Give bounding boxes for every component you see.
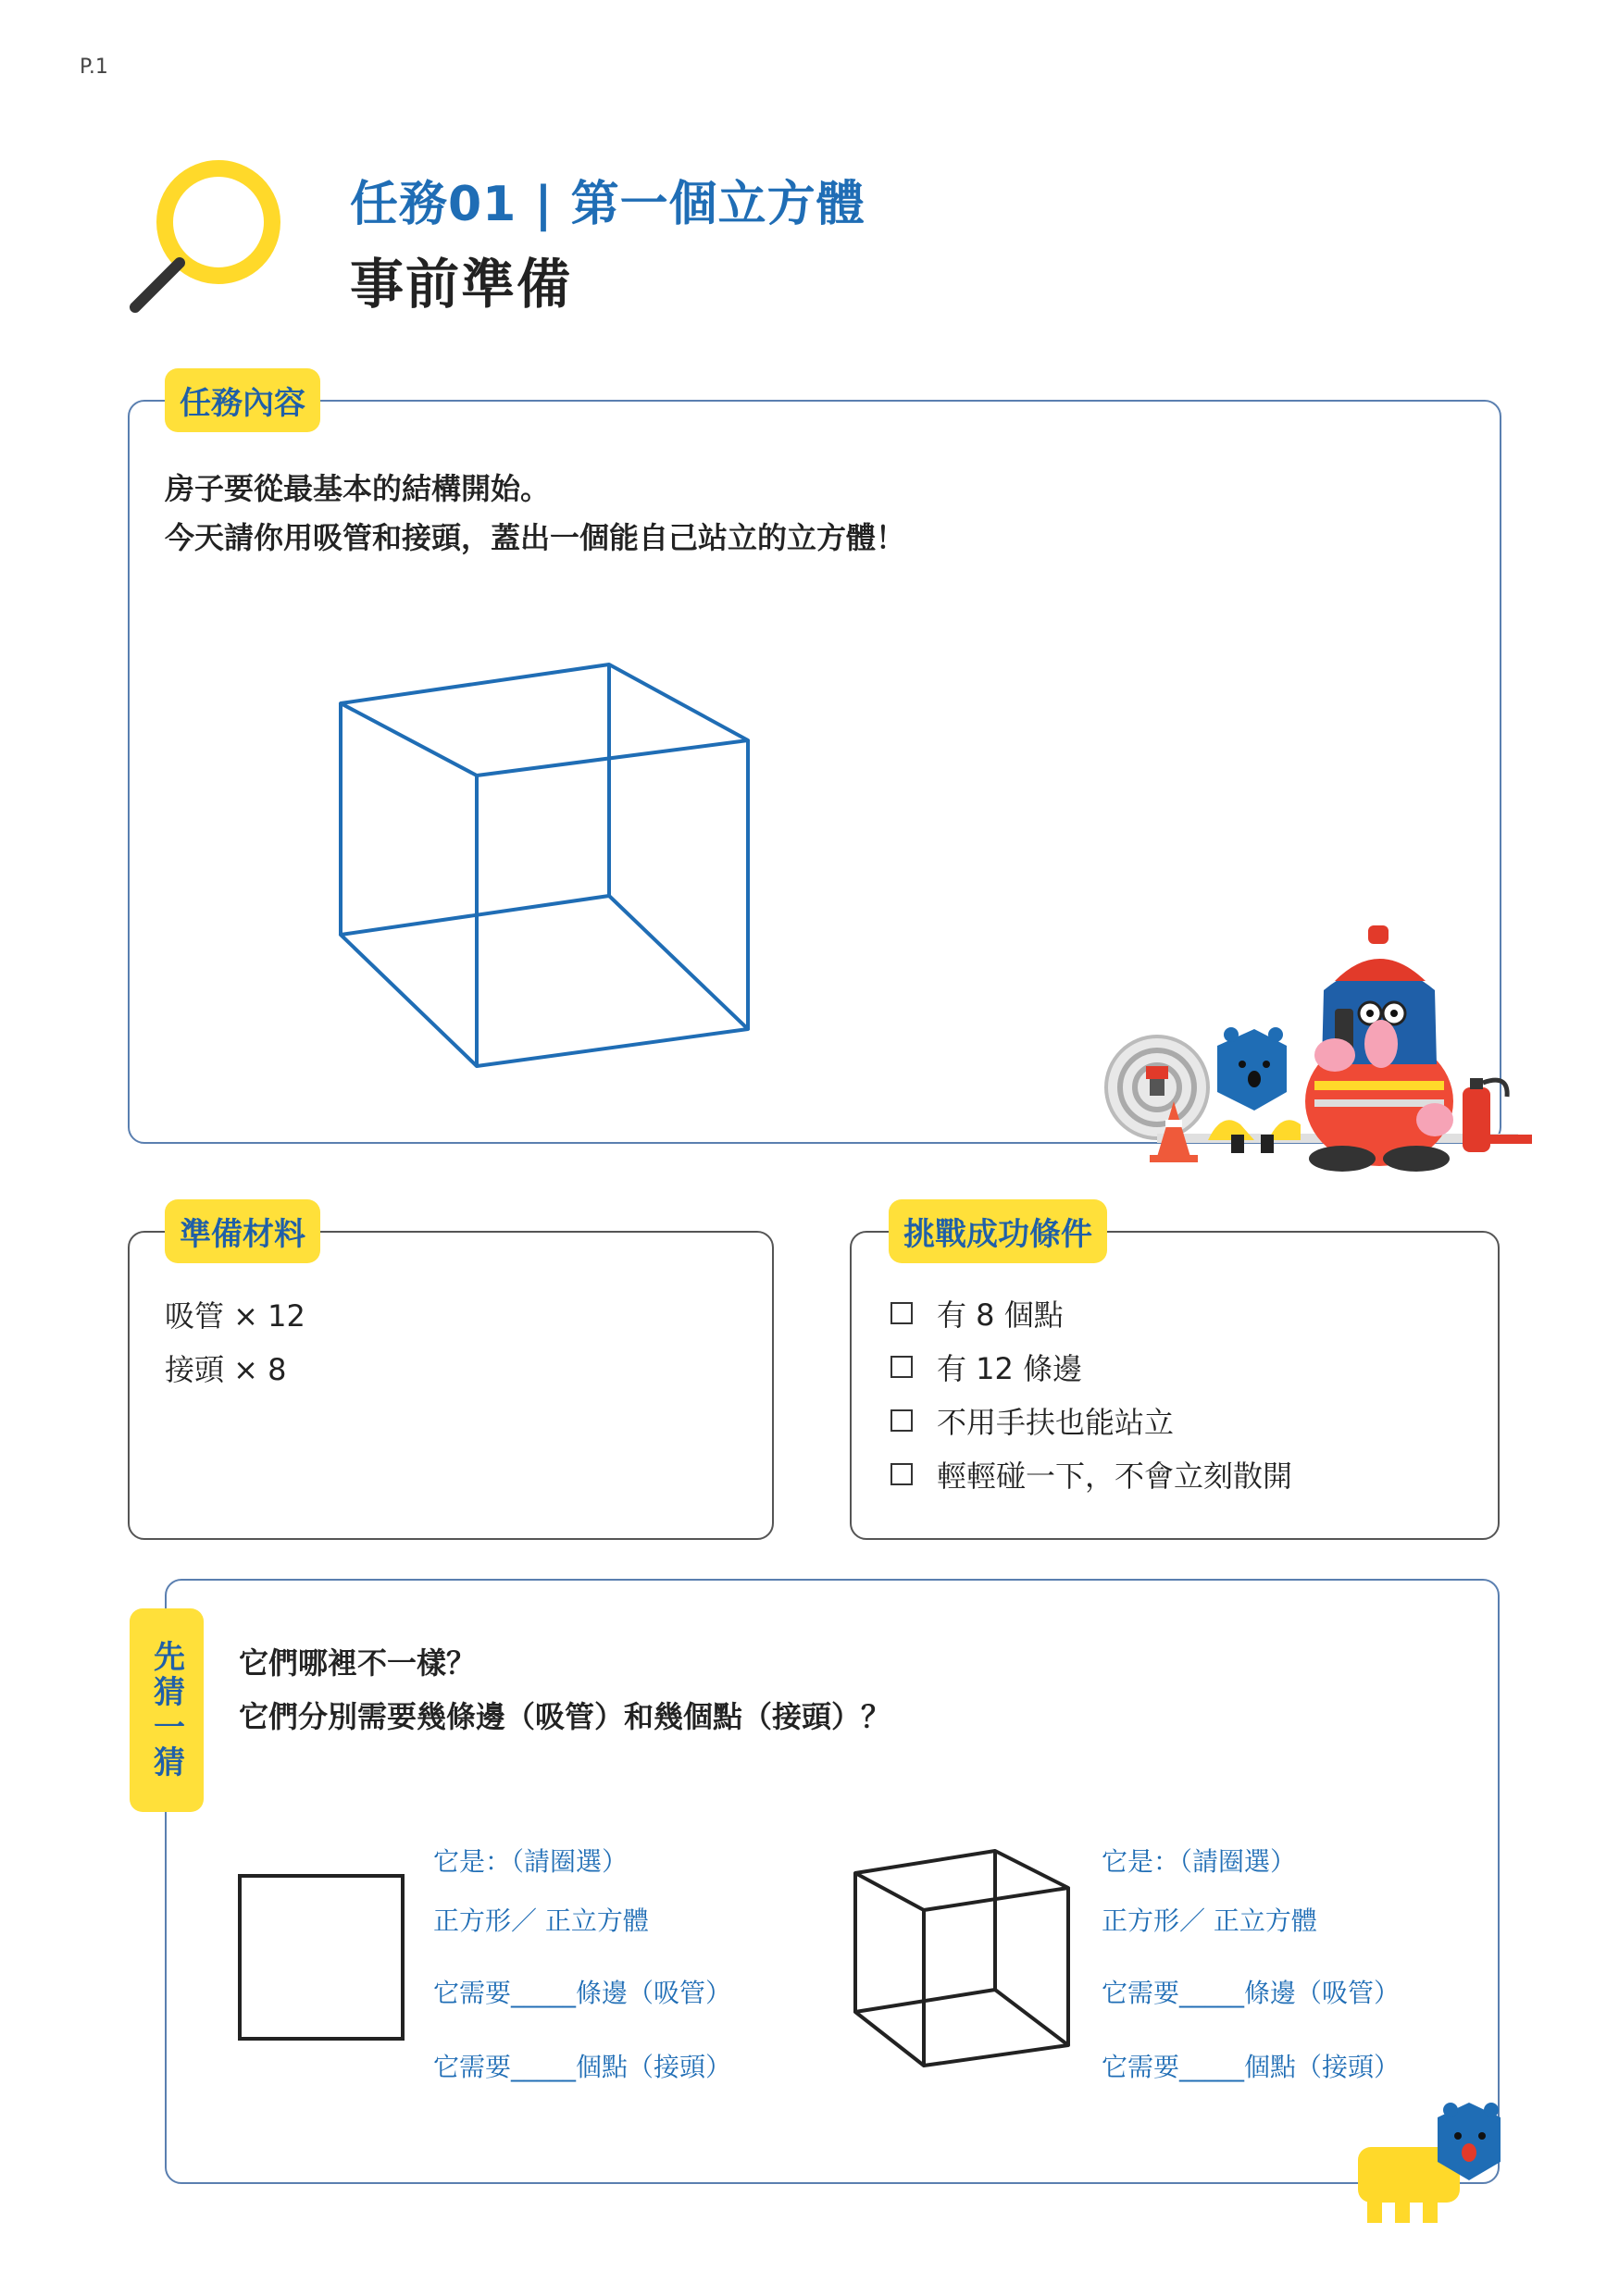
firefighter-mascot-icon	[1092, 925, 1555, 1175]
checkbox[interactable]	[890, 1463, 913, 1485]
mission-line-2: 今天請你用吸管和接頭，蓋出一個能自己站立的立方體！	[165, 520, 906, 555]
checkbox[interactable]	[890, 1302, 913, 1324]
guess-question-2: 它們分別需要幾條邊（吸管）和幾個點（接頭）？	[239, 1699, 891, 1734]
material-item-straws: 吸管 × 12	[165, 1298, 305, 1334]
right-points-blank[interactable]: 它需要_____個點（接頭）	[1102, 2052, 1401, 2082]
material-item-connectors: 接頭 × 8	[165, 1352, 287, 1387]
guess-tag: 先猜一猜	[130, 1608, 204, 1812]
materials-tag: 準備材料	[165, 1199, 320, 1263]
left-options[interactable]: 正方形／ 正立方體	[433, 1905, 649, 1936]
page-subtitle: 事前準備	[350, 253, 573, 316]
right-edges-blank[interactable]: 它需要_____條邊（吸管）	[1102, 1978, 1401, 2008]
left-edges-blank[interactable]: 它需要_____條邊（吸管）	[433, 1978, 732, 2008]
mission-line-1: 房子要從最基本的結構開始。	[165, 471, 551, 506]
success-item-4[interactable]: 輕輕碰一下，不會立刻散開	[890, 1447, 1292, 1501]
success-item-2[interactable]: 有 12 條邊	[890, 1340, 1292, 1394]
left-prompt: 它是：（請圈選）	[433, 1846, 629, 1877]
guess-question-1: 它們哪裡不一樣？	[239, 1645, 477, 1681]
checkbox[interactable]	[890, 1356, 913, 1378]
hose-reel-icon	[1106, 1036, 1208, 1138]
page-title: 任務01 | 第一個立方體	[350, 177, 866, 232]
page-number: P.1	[80, 56, 108, 79]
checkbox[interactable]	[890, 1409, 913, 1432]
success-item-1[interactable]: 有 8 個點	[890, 1286, 1292, 1340]
right-options[interactable]: 正方形／ 正立方體	[1102, 1905, 1317, 1936]
cube-outline-illustration	[852, 1847, 1074, 2069]
success-tag: 挑戰成功條件	[889, 1199, 1107, 1263]
magnifier-icon	[120, 148, 287, 324]
right-prompt: 它是：（請圈選）	[1102, 1846, 1297, 1877]
fire-extinguisher-icon	[1463, 1078, 1532, 1152]
success-list	[890, 1286, 1292, 1501]
lion-mascot-icon	[1347, 2103, 1513, 2232]
success-item-3[interactable]: 不用手扶也能站立	[890, 1394, 1292, 1447]
cube-illustration	[333, 657, 759, 1083]
square-illustration	[237, 1873, 407, 2043]
left-points-blank[interactable]: 它需要_____個點（接頭）	[433, 2052, 732, 2082]
mission-tag: 任務內容	[165, 368, 320, 432]
